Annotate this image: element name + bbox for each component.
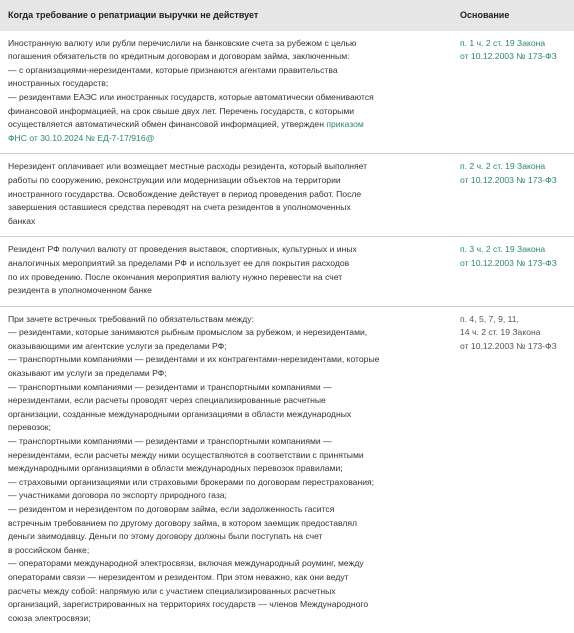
order-link[interactable]: приказом [326, 119, 364, 130]
table-header-row [0, 0, 574, 31]
basis-cell [452, 237, 574, 306]
law-link[interactable]: п. 2 ч. 2 ст. 19 Закона [460, 161, 546, 172]
law-link[interactable]: от 10.12.2003 № 173-ФЗ [460, 51, 557, 62]
condition-cell [0, 306, 452, 633]
text-line: работы по сооружению, реконструкции или модернизации объектов на территории [8, 174, 341, 185]
header-basis: Основание [452, 0, 574, 31]
text-line: — транспортными компаниями — резидентами и транспортными компаниями — [8, 381, 332, 392]
text-line: операторами связи — нерезидентом и резидентом. При этом неважно, как они ведут [8, 571, 349, 582]
text-line: организации, созданные международными организациями в области международных [8, 408, 352, 419]
text-line: — резидентом и нерезидентом по договорам займа, если задолженность гасится [8, 504, 335, 514]
table-row [0, 306, 574, 633]
text-line: — участниками договора по экспорту природного газа; [8, 490, 227, 501]
text-line: банках [8, 215, 36, 226]
basis-line: от 10.12.2003 № 173-ФЗ [460, 340, 557, 351]
basis-cell [452, 31, 574, 154]
law-link[interactable]: п. 1 ч. 2 ст. 19 Закона [460, 37, 546, 48]
text-line: аналогичных мероприятий за пределами РФ и использует ее для покрытия расходов [8, 257, 350, 268]
text-line: — резидентами ЕАЭС или иностранных государств, которые автоматически обмениваются [8, 91, 374, 102]
text-line: организаций, зарегистрированных на территориях государств — членов Международного [8, 599, 369, 610]
text-line: нерезидентами, если расчеты проводят через специализированные расчетные [8, 395, 326, 406]
text-line: международными организациями в области международных перевозок правилами; [8, 463, 343, 474]
text-line: — транспортными компаниями — резидентами и транспортными компаниями — [8, 436, 332, 447]
text-line: деньги заимодавцу. Деньги по этому договору должны были поступать на счет [8, 531, 323, 542]
law-link[interactable]: от 10.12.2003 № 173-ФЗ [460, 174, 557, 185]
table-row [0, 31, 574, 154]
text-line: резидента в уполномоченном банке [8, 285, 152, 296]
text-line: оказывающими им агентские услуги за пределами РФ; [8, 340, 227, 351]
text-line: в российском банке; [8, 544, 90, 555]
text-line: — транспортными компаниями — резидентами и их контрагентами-нерезидентами, которые [8, 354, 380, 365]
text-line: встречным требованием по другому договору займа, в котором заемщик предоставлял [8, 517, 358, 528]
text-line: иностранного государства. Освобождение действует в период проведения работ. После [8, 188, 362, 199]
order-link-continued[interactable]: ФНС от 30.10.2024 № ЕД-7-17/916@ [8, 132, 155, 143]
condition-cell [0, 237, 452, 306]
text-line: оказывают им услуги за пределами РФ; [8, 368, 167, 379]
basis-line: п. 4, 5, 7, 9, 11, [460, 313, 519, 324]
text-line: — страховыми организациями или страховыми брокерами по договорам перестрахования; [8, 476, 375, 487]
table-row [0, 154, 574, 237]
text-line: перевозок; [8, 422, 51, 433]
basis-line: 14 ч. 2 ст. 19 Закона [460, 327, 541, 338]
table-row [0, 237, 574, 306]
law-link[interactable]: п. 3 ч. 2 ст. 19 Закона [460, 244, 546, 255]
text-line: иностранных государств; [8, 78, 109, 89]
text-line: Нерезидент оплачивает или возмещает местные расходы резидента, который выполняет [8, 161, 368, 172]
basis-cell [452, 306, 574, 633]
basis-cell [452, 154, 574, 237]
text-line: расчеты между собой: напрямую или с участием специализированных расчетных [8, 585, 336, 596]
header-condition: Когда требование о репатриации выручки не действует [0, 0, 452, 31]
text-line: — с организациями-нерезидентами, которые признаются агентами правительства [8, 64, 338, 75]
law-link[interactable]: от 10.12.2003 № 173-ФЗ [460, 257, 557, 268]
text-line: нерезидентами, если расчеты между ними осуществляются в соответствии с принятыми [8, 449, 364, 460]
text-line: — резидентами, которые занимаются рыбным промыслом за рубежом, и нерезидентами, [8, 327, 368, 338]
text-line: Иностранную валюту или рубли перечислили на банковские счета за рубежом с целью [8, 37, 357, 48]
text-line: финансовой информацией, на срок свыше двух лет. Перечень государств, с которыми [8, 105, 355, 116]
condition-cell [0, 154, 452, 237]
text-line: союза электросвязи; [8, 612, 91, 623]
text-line: завершения оставшиеся средства переводят на счета резидентов в уполномоченных [8, 202, 351, 213]
text-line: по их проведению. После окончания мероприятия валюту нужно перевести на счет [8, 271, 343, 282]
text-line: При зачете встречных требований по обязательствам между: [8, 313, 254, 324]
text-line: осуществляется автоматический обмен финансовой информацией, утвержден приказом [8, 119, 364, 130]
text-line: погашения обязательств по кредитным договорам и договорам займа, заключенным: [8, 51, 350, 62]
condition-cell [0, 31, 452, 154]
text-line: Резидент РФ получил валюту от проведения выставок, спортивных, культурных и иных [8, 244, 357, 255]
text-line: — операторами международной электросвязи, включая международный роуминг, между [8, 558, 364, 569]
